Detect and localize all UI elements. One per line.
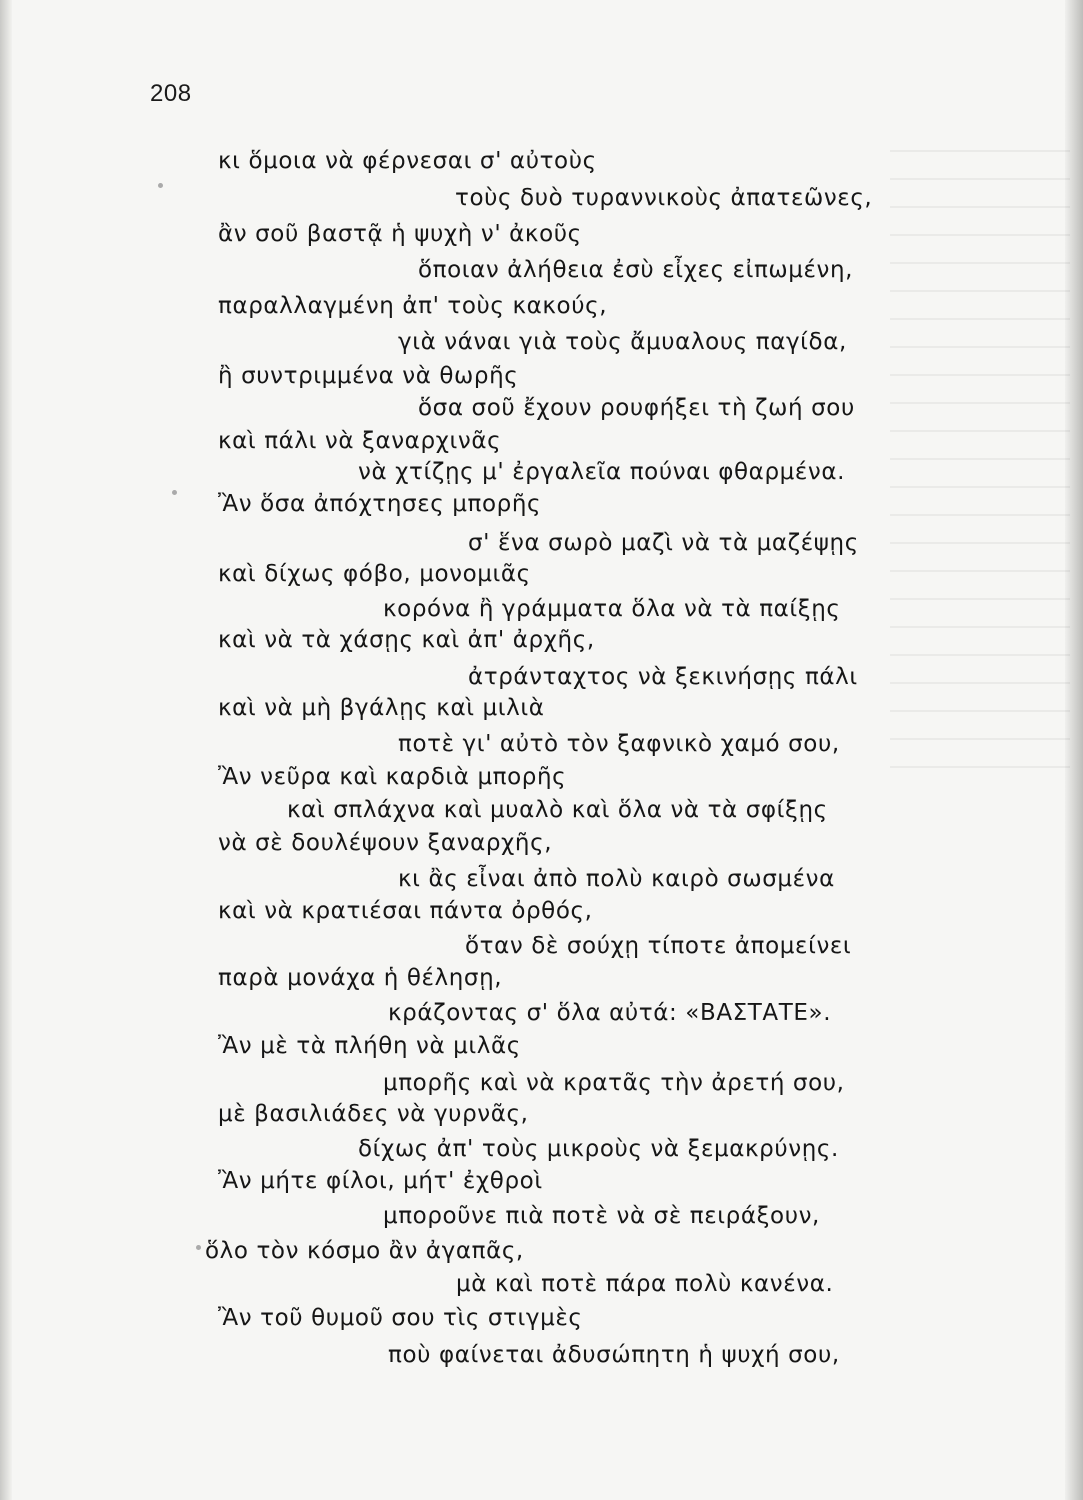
poem-line: ἂν σοῦ βαστᾷ ἡ ψυχὴ ν' ἀκοῦς	[218, 221, 582, 247]
poem-line: Ἂν νεῦρα καὶ καρδιὰ μπορῆς	[218, 764, 567, 790]
poem-line: καὶ νὰ τὰ χάσῃς καὶ ἀπ' ἀρχῆς,	[218, 627, 595, 653]
poem-line: γιὰ νάναι γιὰ τοὺς ἄμυαλους παγίδα,	[398, 329, 847, 355]
poem-line: Ἂν ὅσα ἀπόχτησες μπορῆς	[218, 491, 542, 517]
poem-line: μπορῆς καὶ νὰ κρατᾶς τὴν ἀρετή σου,	[383, 1070, 845, 1096]
poem-line: κι ἂς εἶναι ἀπὸ πολὺ καιρὸ σωσμένα	[398, 866, 835, 892]
poem-line: ὅποιαν ἀλήθεια ἐσὺ εἶχες εἰπωμένη,	[418, 257, 854, 283]
poem-line: νὰ χτίζῃς μ' ἐργαλεῖα πούναι φθαρμένα.	[358, 459, 846, 485]
poem-line: ἀτράνταχτος νὰ ξεκινήσῃς πάλι	[468, 664, 858, 690]
poem-line: κορόνα ἢ γράμματα ὅλα νὰ τὰ παίξῃς	[383, 596, 841, 622]
poem-line: Ἂν τοῦ θυμοῦ σου τὶς στιγμὲς	[218, 1305, 583, 1331]
poem-line: καὶ δίχως φόβο, μονομιᾶς	[218, 561, 531, 587]
poem-line: παρὰ μονάχα ἡ θέλησῃ,	[218, 965, 503, 991]
poem-line: ὅλο τὸν κόσμο ἂν ἀγαπᾶς,	[205, 1238, 524, 1264]
poem-line: ἢ συντριμμένα νὰ θωρῆς	[218, 363, 519, 389]
poem-line: μὲ βασιλιάδες νὰ γυρνᾶς,	[218, 1101, 529, 1127]
page-number: 208	[150, 80, 192, 107]
poem-line: μὰ καὶ ποτὲ πάρα πολὺ κανένα.	[456, 1271, 834, 1297]
poem-line: Ἂν μήτε φίλοι, μήτ' ἐχθροὶ	[218, 1168, 543, 1194]
poem-line: κι ὅμοια νὰ φέρνεσαι σ' αὐτοὺς	[218, 148, 597, 174]
poem-line: νὰ σὲ δουλέψουν ξαναρχῆς,	[218, 830, 553, 856]
poem-line: ὅταν δὲ σούχῃ τίποτε ἀπομείνει	[465, 933, 852, 959]
poem-line: ποτὲ γι' αὐτὸ τὸν ξαφνικὸ χαμό σου,	[398, 731, 840, 757]
poem-line: καὶ πάλι νὰ ξαναρχινᾶς	[218, 428, 502, 454]
poem-line: ὅσα σοῦ ἔχουν ρουφήξει τὴ ζωή σου	[418, 395, 855, 421]
poem-line: σ' ἕνα σωρὸ μαζὶ νὰ τὰ μαζέψῃς	[468, 530, 859, 556]
poem-line: καὶ νὰ μὴ βγάλῃς καὶ μιλιὰ	[218, 695, 545, 721]
poem-line: καὶ νὰ κρατιέσαι πάντα ὀρθός,	[218, 898, 593, 924]
poem-line: καὶ σπλάχνα καὶ μυαλὸ καὶ ὅλα νὰ τὰ σφίξῃς	[287, 797, 828, 823]
poem-line: τοὺς δυὸ τυραννικοὺς ἀπατεῶνες,	[455, 185, 873, 211]
poem-line: κράζοντας σ' ὅλα αὐτά: «ΒΑΣΤΑΤΕ».	[388, 1000, 832, 1026]
poem-line: δίχως ἀπ' τοὺς μικροὺς νὰ ξεμακρύνῃς.	[358, 1136, 839, 1162]
poem-line: παραλλαγμένη ἀπ' τοὺς κακούς,	[218, 293, 608, 319]
poem-line: μποροῦνε πιὰ ποτὲ νὰ σὲ πειράξουν,	[383, 1203, 820, 1229]
poem-line: ποὺ φαίνεται ἀδυσώπητη ἡ ψυχή σου,	[388, 1342, 840, 1368]
poem-line: Ἂν μὲ τὰ πλήθη νὰ μιλᾶς	[218, 1033, 521, 1059]
